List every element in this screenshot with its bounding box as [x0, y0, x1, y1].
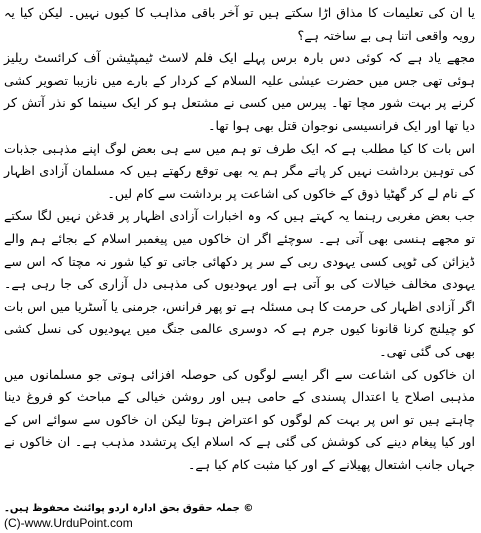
source-credit: (C)-www.UrduPoint.com [4, 516, 133, 530]
article-paragraph-3: اس بات کا کیا مطلب ہے کہ ایک طرف تو ہم میں سے ہی بعض لوگ اپنے مذہبی جذبات کی توہین برداشت نہیں کر پاتے مگر ہم یہ بھی توقع رکھتے ہیں کہ مسلمان آزادی اظہار کے نام لے کر گھٹیا ذوق کے خاکوں کی اشاعت پر برداشت سے کام لیں۔ [4, 140, 475, 201]
footer [4, 502, 477, 531]
article-body [4, 2, 475, 476]
article-paragraph-1: یا ان کی تعلیمات کا مذاق اڑا سکتے ہیں تو آخر باقی مذاہب کا کیوں نہیں۔ لیکن کیا یہ رویہ واقعی اتنا ہی بے ساختہ ہے؟ [4, 5, 475, 43]
copyright-notice: © جملہ حقوق بحق ادارہ اردو پوائنٹ محفوظ ہیں۔ [4, 503, 254, 514]
article-paragraph-5: ان خاکوں کی اشاعت سے اگر ایسے لوگوں کی حوصلہ افزائی ہوتی جو مسلمانوں میں مذہبی اصلاح یا اعتدال پسندی کے حامی ہیں اور روشن خیالی کے مباحث کو فروغ دینا چاہتے ہیں تو اس پر بہت کم لوگوں کو اعتراض ہوتا لیکن ان خاکوں سے سوائے اس کے اور کیا پیغام دینے کی کوشش کی گئی ہے کہ اسلام ایک پرتشدد مذہب ہے۔ ان خاکوں نے جہاں جانب اشتعال پھیلانے کے اور کیا مثبت کام کیا ہے۔ [4, 366, 475, 472]
article-paragraph-2: مجھے یاد ہے کہ کوئی دس بارہ برس پہلے ایک فلم لاسٹ ٹیمپٹیشن آف کرائسٹ ریلیز ہوئی تھی جس میں حضرت عیسٰی علیہ السلام کے کردار کے بارے میں نازیبا تصویر کشی کرنے پر بہت شور مچا تھا۔ پیرس میں کسی نے مشتعل ہو کر ایک سینما کو نذر آتش کر دیا تھا اور ایک فرانسیسی نوجوان قتل بھی ہوا تھا۔ [4, 50, 475, 133]
article-paragraph-4: جب بعض مغربی رہنما یہ کہتے ہیں کہ وہ اخبارات آزادی اظہار پر قدغن نہیں لگا سکتے تو مجھے ہنسی بھی آتی ہے۔ سوچئے اگر ان خاکوں میں پیغمبر اسلام کے بجائے ہم والے ڈیزائن کی ٹوپی کسی یہودی ربی کے سر پر دکھائی جاتی تو کیا شور نہ مچتا کہ اس سے یہودی مخالف خیالات کی بو آتی ہے اور یہودیوں کی مذہبی دل آزاری کی جا رہی ہے۔ اگر آزادی اظہار کی حرمت کا ہی مسئلہ ہے تو پھر فرانس، جرمنی یا آسٹریا میں اس بات کو چیلنج کرنا قانونا کیوں جرم ہے کہ دوسری عالمی جنگ میں یہودیوں کی نسل کشی بھی کی گئی تھی۔ [4, 208, 475, 359]
